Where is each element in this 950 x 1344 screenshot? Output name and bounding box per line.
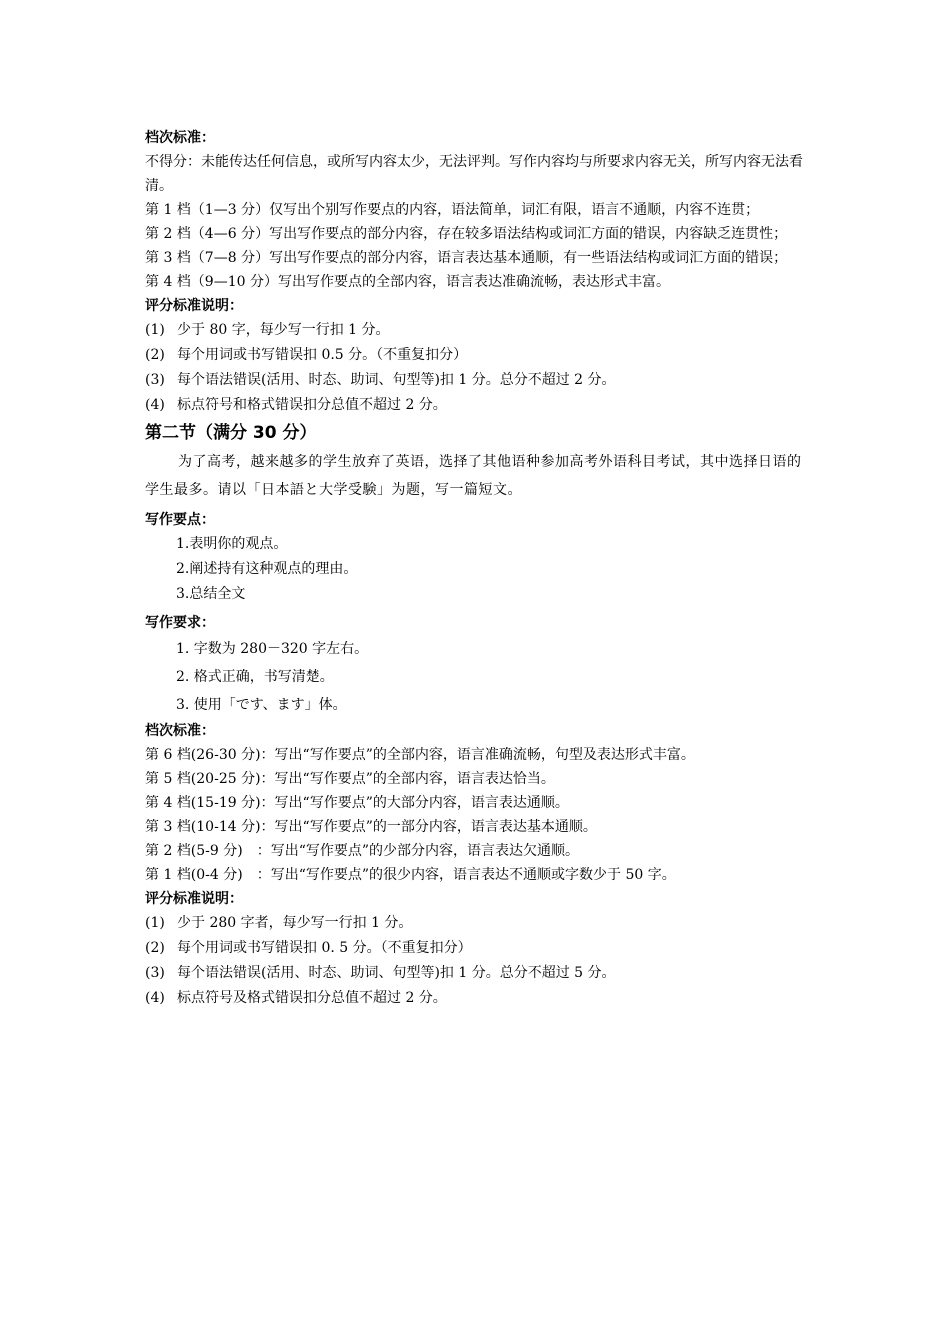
writing-prompt: 为了高考，越来越多的学生放弃了英语，选择了其他语种参加高考外语科目考试，其中选择日语的学生最多。请以「日本語と大学受験」为题，写一篇短文。 [145, 454, 802, 498]
criteria-line: 第 6 档(26-30 分)：写出“写作要点”的全部内容，语言准确流畅，句型及表达形式丰富。 [145, 747, 695, 763]
note-text: 少于 280 字者，每少写一行扣 1 分。 [177, 915, 413, 931]
note-number: (2) [145, 940, 165, 956]
criteria-line: 第 4 档(15-19 分)：写出“写作要点”的大部分内容，语言表达通顺。 [145, 795, 569, 811]
criteria-heading: 档次标准： [145, 723, 215, 739]
document-content [145, 126, 810, 1011]
point-item: 2.阐述持有这种观点的理由。 [176, 561, 358, 577]
note-text: 少于 80 字，每少写一行扣 1 分。 [177, 322, 390, 338]
note-text: 每个用词或书写错误扣 0. 5 分。（不重复扣分） [177, 940, 472, 956]
point-item: 1.表明你的观点。 [176, 536, 288, 552]
note-item [145, 986, 810, 1011]
note-item [145, 936, 810, 961]
criteria-line: 第 2 档(5-9 分) ：写出“写作要点”的少部分内容，语言表达欠通顺。 [145, 843, 580, 859]
requirement-item: 2. 格式正确，书写清楚。 [176, 669, 334, 685]
note-text: 每个语法错误(活用、时态、助词、句型等)扣 1 分。总分不超过 2 分。 [177, 372, 616, 388]
note-text: 标点符号及格式错误扣分总值不超过 2 分。 [177, 990, 447, 1006]
criteria-line: 第 3 档（7—8 分）写出写作要点的部分内容，语言表达基本通顺，有一些语法结构或词汇方面的错误； [145, 250, 788, 266]
note-number: (3) [145, 372, 165, 388]
notes-heading: 评分标准说明： [145, 298, 243, 314]
note-item [145, 961, 810, 986]
note-item [145, 911, 810, 936]
note-number: (4) [145, 397, 165, 413]
note-number: (1) [145, 915, 165, 931]
criteria-line: 第 1 档(0-4 分) ：写出“写作要点”的很少内容，语言表达不通顺或字数少于 50 字。 [145, 867, 676, 883]
criteria-line: 第 1 档（1—3 分）仅写出个别写作要点的内容，语法简单，词汇有限，语言不通顺，内容不连贯； [145, 202, 760, 218]
notes-heading: 评分标准说明： [145, 891, 243, 907]
note-item [145, 343, 810, 368]
points-heading: 写作要点： [145, 512, 215, 528]
note-item [145, 318, 810, 343]
point-item: 3.总结全文 [176, 586, 246, 602]
criteria-line: 第 4 档（9—10 分）写出写作要点的全部内容，语言表达准确流畅，表达形式丰富。 [145, 274, 670, 290]
note-item [145, 393, 810, 418]
note-item [145, 368, 810, 393]
note-text: 标点符号和格式错误扣分总值不超过 2 分。 [177, 397, 447, 413]
criteria-line: 不得分：未能传达任何信息，或所写内容太少，无法评判。写作内容均与所要求内容无关，所写内容无法看清。 [145, 154, 803, 194]
criteria-heading: 档次标准： [145, 130, 215, 146]
section-title: 第二节（满分 30 分） [145, 423, 317, 443]
criteria-line: 第 3 档(10-14 分)：写出“写作要点”的一部分内容，语言表达基本通顺。 [145, 819, 597, 835]
criteria-line: 第 5 档(20-25 分)：写出“写作要点”的全部内容，语言表达恰当。 [145, 771, 555, 787]
requirement-item: 1. 字数为 280－320 字左右。 [176, 641, 369, 657]
note-number: (2) [145, 347, 165, 363]
note-number: (1) [145, 322, 165, 338]
note-text: 每个语法错误(活用、时态、助词、句型等)扣 1 分。总分不超过 5 分。 [177, 965, 616, 981]
requirements-heading: 写作要求： [145, 615, 215, 631]
note-text: 每个用词或书写错误扣 0.5 分。（不重复扣分） [177, 347, 468, 363]
criteria-line: 第 2 档（4—6 分）写出写作要点的部分内容，存在较多语法结构或词汇方面的错误，内容缺乏连贯性； [145, 226, 788, 242]
requirement-item: 3. 使用「です、ます」体。 [176, 697, 347, 713]
note-number: (3) [145, 965, 165, 981]
note-number: (4) [145, 990, 165, 1006]
